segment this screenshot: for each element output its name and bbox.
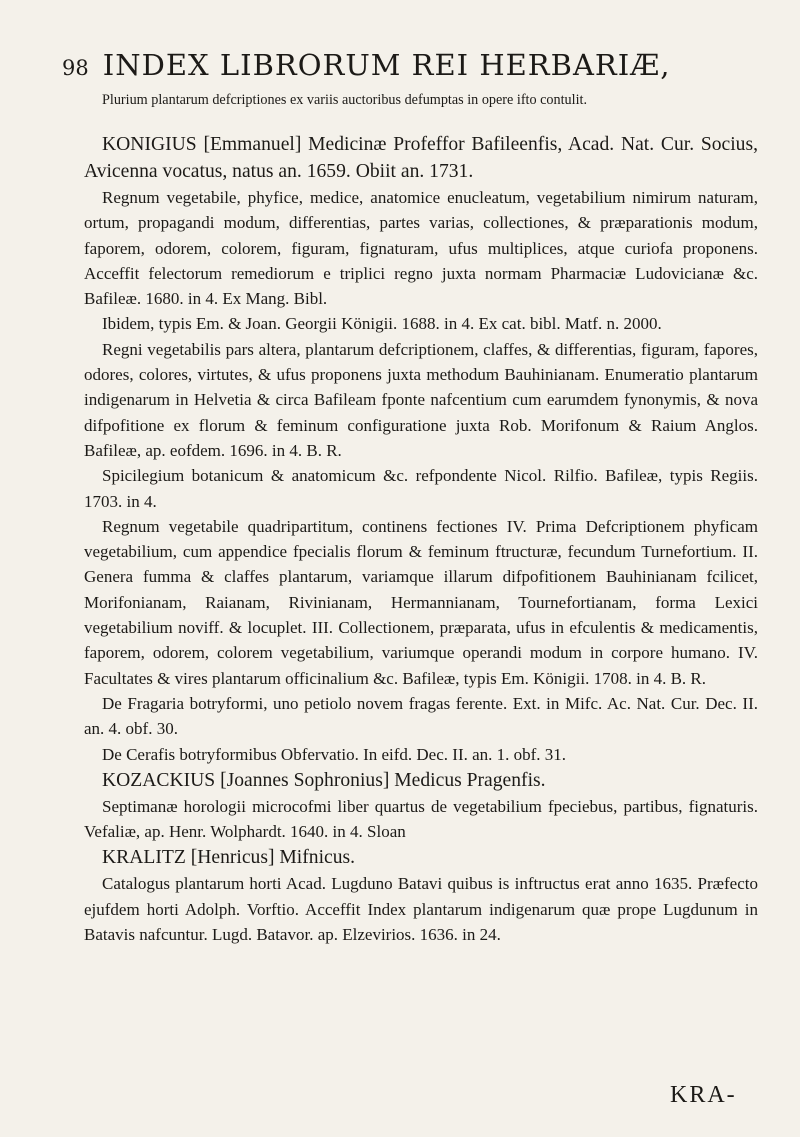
entry-heading: KONIGIUS [Emmanuel] Medicinæ Profeffor Bafileenfis, Acad. Nat. Cur. Socius, Avicenna vocatus, natus an. 1659. Obiit an. 1731. xyxy=(84,134,758,182)
entry-kralitz xyxy=(84,844,758,947)
work-item: Ibidem, typis Em. & Joan. Georgii Königii. 1688. in 4. Ex cat. bibl. Matf. n. 2000. xyxy=(102,314,662,334)
index-body xyxy=(84,91,758,947)
work-item: Regnum vegetabile, phyfice, medice, anatomice enucleatum, vegetabilium nimirum naturam, ortum, propagandi modum, differentias, partes varias, collectiones, & præparationis modum, faporem, odorem, colorem, figuram, fignaturam, ufus multiplices, atque curiofa proponens. Acceffit felectorum remediorum e triplici regno juxta normam Pharmaciæ Ludovicianæ &c. Bafileæ. 1680. in 4. Ex Mang. Bibl. xyxy=(84,188,758,309)
intro-paragraph: Plurium plantarum defcriptiones ex variis auctoribus defumptas in opere ifto contulit. xyxy=(102,92,588,108)
work-item: Septimanæ horologii microcofmi liber quartus de vegetabilium fpeciebus, partibus, fignaturis. Vefaliæ, ap. Henr. Wolphardt. 1640. in 4. Sloan xyxy=(84,796,758,842)
work-item: De Fragaria botryformi, uno petiolo novem fragas ferente. Ext. in Mifc. Ac. Nat. Cur. Dec. II. an. 4. obf. 30. xyxy=(84,693,758,739)
entry-heading: KRALITZ [Henricus] Mifnicus. xyxy=(102,847,356,869)
work-item: De Cerafis botryformibus Obfervatio. In eifd. Dec. II. an. 1. obf. 31. xyxy=(102,744,567,764)
work-item: Spicilegium botanicum & anatomicum &c. refpondente Nicol. Rilfio. Bafileæ, typis Regiis. 1703. in 4. xyxy=(84,466,758,511)
running-header xyxy=(62,48,762,82)
entry-heading: KOZACKIUS [Joannes Sophronius] Medicus Pragenfis. xyxy=(102,769,546,791)
page-number: 98 xyxy=(62,56,89,80)
work-item: Catalogus plantarum horti Acad. Lugduno Batavi quibus is inftructus erat anno 1635. Præfecto ejufdem horti Adolph. Vorftio. Acceffit Index plantarum indigenarum quæ prope Lugdunum in Batavis nafcuntur. Lugd. Batavor. ap. Elzevirios. 1636. in 24. xyxy=(84,874,758,945)
work-item: Regnum vegetabile quadripartitum, continens fectiones IV. Prima Defcriptionem phyficam vegetabilium, cum appendice fpecialis florum & feminum ftructuræ, fecundum Turnefortium. II. Genera fumma & claffes plantarum, variamque illarum difpofitionem Bauhinianam fcilicet, Morifonianam, Raianam, Rivinianam, Hermannianam, Tournefortianam, forma Lexici vegetabilium noviff. & locuplet. III. Collectionem, præparata, ufus in efculentis & medicamentis, faporem, odorem, colorem vegetabilium, variumque operandi modum in corpore humano. IV. Facultates & vires plantarum officinalium &c. Bafileæ, typis Em. Königii. 1708. in 4. B. R. xyxy=(84,516,758,688)
catchword: KRA- xyxy=(670,1082,737,1108)
entry-kozackius xyxy=(84,767,758,845)
entry-konigius xyxy=(84,131,758,767)
work-item: Regni vegetabilis pars altera, plantarum defcriptionem, claffes, & differentias, figuram, fapores, odores, colores, virtutes, & ufus proponens juxta methodum Bauhinianam. Enumeratio plantarum indigenarum in Helvetia & circa Bafileam fponte nafcentium cum earumdem fynonymis, & nova difpofitione ex florum & feminum configuratione juxta Rob. Morifonum & Raium Anglos. Bafileæ, ap. eofdem. 1696. in 4. B. R. xyxy=(84,339,758,460)
running-title: INDEX LIBRORUM REI HERBARIÆ, xyxy=(102,48,671,82)
